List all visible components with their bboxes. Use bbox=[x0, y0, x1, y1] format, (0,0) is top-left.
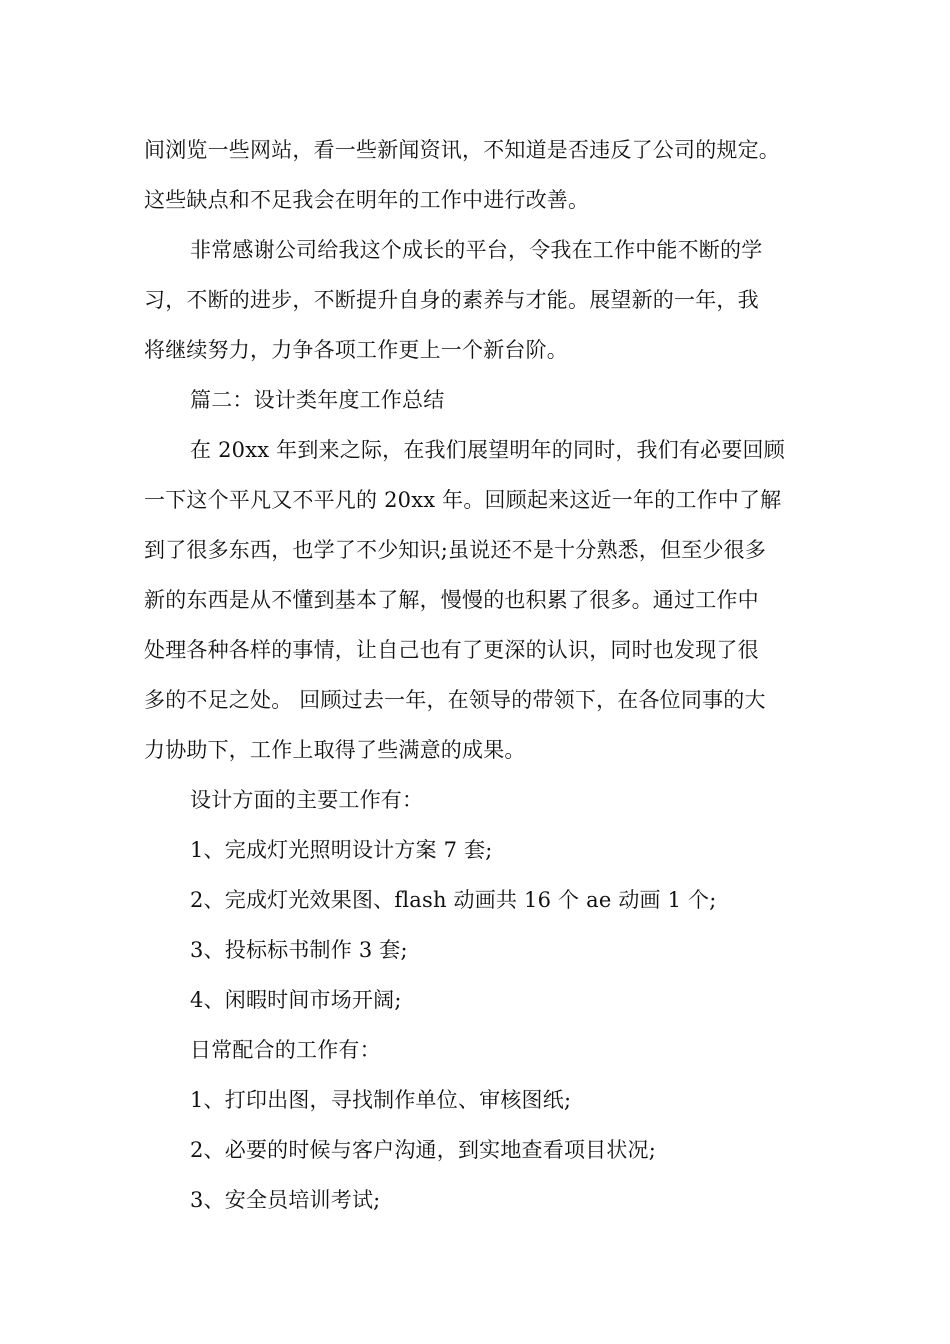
text-line: 习，不断的进步，不断提升自身的素养与才能。展望新的一年，我 bbox=[144, 288, 759, 312]
list-item: 3、投标标书制作 3 套; bbox=[190, 938, 408, 962]
list-item: 2、完成灯光效果图、flash 动画共 16 个 ae 动画 1 个; bbox=[190, 888, 717, 912]
list-item: 1、打印出图，寻找制作单位、审核图纸; bbox=[190, 1088, 572, 1112]
text-line: 在 20xx 年到来之际，在我们展望明年的同时，我们有必要回顾 bbox=[190, 438, 785, 462]
list-item: 1、完成灯光照明设计方案 7 套; bbox=[190, 838, 493, 862]
text-line: 多的不足之处。 回顾过去一年，在领导的带领下，在各位同事的大 bbox=[144, 688, 766, 712]
list-heading: 日常配合的工作有： bbox=[190, 1038, 381, 1062]
text-line: 力协助下，工作上取得了些满意的成果。 bbox=[144, 738, 526, 762]
text-line: 间浏览一些网站，看一些新闻资讯，不知道是否违反了公司的规定。 bbox=[144, 138, 780, 162]
text-line: 将继续努力，力争各项工作更上一个新台阶。 bbox=[144, 338, 568, 362]
list-item: 3、安全员培训考试; bbox=[190, 1188, 381, 1212]
text-line: 一下这个平凡又不平凡的 20xx 年。回顾起来这近一年的工作中了解 bbox=[144, 488, 782, 512]
section-heading: 篇二：设计类年度工作总结 bbox=[190, 388, 445, 412]
list-item: 4、闲暇时间市场开阔; bbox=[190, 988, 402, 1012]
text-line: 非常感谢公司给我这个成长的平台，令我在工作中能不断的学 bbox=[190, 238, 763, 262]
text-line: 新的东西是从不懂到基本了解，慢慢的也积累了很多。通过工作中 bbox=[144, 588, 759, 612]
text-line: 这些缺点和不足我会在明年的工作中进行改善。 bbox=[144, 188, 590, 212]
text-line: 处理各种各样的事情，让自己也有了更深的认识，同时也发现了很 bbox=[144, 638, 759, 662]
list-item: 2、必要的时候与客户沟通，到实地查看项目状况; bbox=[190, 1138, 657, 1162]
text-line: 到了很多东西，也学了不少知识;虽说还不是十分熟悉，但至少很多 bbox=[144, 538, 767, 562]
list-heading: 设计方面的主要工作有： bbox=[190, 788, 424, 812]
